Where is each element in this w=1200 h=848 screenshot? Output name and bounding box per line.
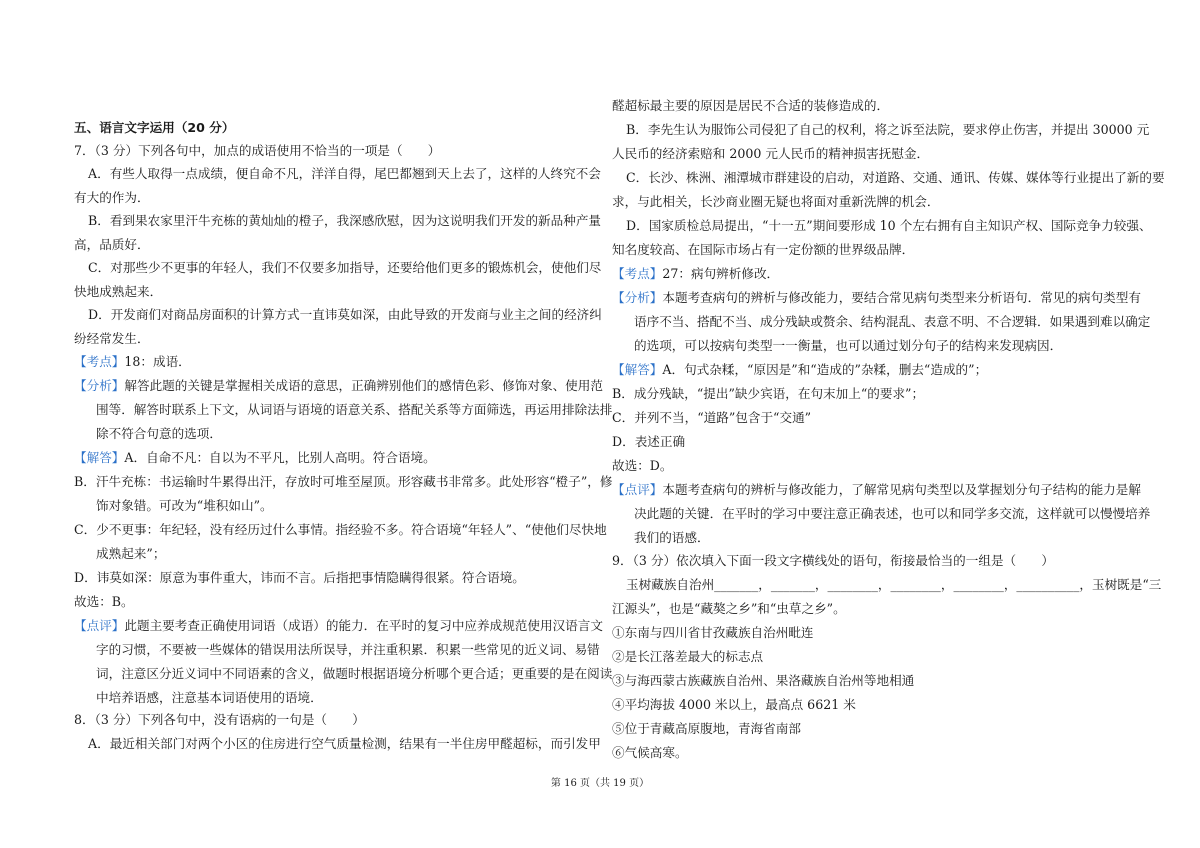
q7-option-b-cont: 高，品质好．	[74, 237, 150, 252]
q8-stem: 8．（3 分）下列各句中，没有语病的一句是（ ）	[74, 712, 365, 727]
q8-fenxi	[612, 290, 1141, 306]
q9-item-6: ⑥气候高寒。	[612, 745, 688, 760]
q9-passage-cont: 江源头”，也是“藏獒之乡”和“虫草之乡”。	[612, 601, 846, 616]
fenxi-tag: 【分析】	[74, 378, 125, 393]
fenxi-tag: 【分析】	[612, 290, 663, 305]
q8-jieda	[612, 362, 987, 378]
q7-dianping-cont-1: 字的习惯，不要被一些媒体的错误用法所误导，并注重积累．积累一些常见的近义词、易错	[96, 642, 600, 657]
jieda-tag: 【解答】	[74, 450, 125, 465]
q7-jieda-c-cont: 成熟起来”；	[96, 546, 166, 561]
jieda-a: A．自命不凡：自以为不平凡，比别人高明。符合语境。	[124, 450, 436, 465]
q7-jieda-b: B．汗牛充栋：书运输时牛累得出汗，存放时可堆至屋顶。形容藏书非常多。此处形容“橙子”，修	[74, 474, 613, 489]
q7-dianping	[74, 618, 603, 634]
q8-option-b-cont: 人民币的经济索赔和 2000 元人民币的精神损害抚慰金．	[612, 146, 930, 161]
q7-fenxi-cont-1: 围等．解答时联系上下文，从词语与语境的语意关系、搭配关系等方面筛选，再运用排除法排	[96, 402, 613, 417]
q7-option-a: A．有些人取得一点成绩，便自命不凡，洋洋自得，尾巴都翘到天上去了，这样的人终究不会	[88, 166, 601, 181]
q7-kaodian	[74, 354, 191, 370]
q7-jieda-b-cont: 饰对象错。可改为“堆积如山”。	[96, 498, 273, 513]
jieda-tag: 【解答】	[612, 362, 663, 377]
dianping-tag: 【点评】	[74, 618, 125, 633]
q8-option-d: D．国家质检总局提出，“十一五”期间要形成 10 个左右拥有自主知识产权、国际竞争力较强、	[626, 218, 1152, 233]
q8-option-c: C．长沙、株洲、湘潭城市群建设的启动，对道路、交通、通讯、传媒、媒体等行业提出了新的要	[626, 170, 1165, 185]
q7-fenxi-cont-2: 除不符合句意的选项．	[96, 426, 222, 441]
q8-fenxi-cont-2: 的选项，可以按病句类型一一衡量，也可以通过划分句子的结构来发现病因．	[634, 338, 1063, 353]
q7-answer: 故选：B。	[74, 594, 134, 609]
q7-option-d-cont: 纷经常发生．	[74, 331, 150, 346]
q7-dianping-cont-2: 词，注意区分近义词中不同语素的含义，做题时根据语境分析哪个更合适；更重要的是在阅读	[96, 666, 613, 681]
q7-dianping-cont-3: 中培养语感，注意基本词语使用的语境．	[96, 690, 323, 705]
q9-passage: 玉树藏族自治州_______，_______，________，________，________，__________，玉树既是“三	[626, 577, 1162, 592]
q7-fenxi	[74, 378, 603, 394]
q8-jieda-c: C．并列不当，“道路”包含于“交通”	[612, 410, 812, 425]
kaodian-text: 27：病句辨析修改．	[662, 266, 780, 281]
q8-option-a-cont: 醛超标最主要的原因是居民不合适的装修造成的．	[612, 98, 890, 113]
q9-item-3: ③与海西蒙古族藏族自治州、果洛藏族自治州等地相通	[612, 673, 915, 688]
q8-jieda-d: D．表述正确	[612, 434, 686, 449]
q9-item-1: ①东南与四川省甘孜藏族自治州毗连	[612, 625, 814, 640]
kaodian-tag: 【考点】	[612, 266, 663, 281]
fenxi-text: 本题考查病句的辨析与修改能力，要结合常见病句类型来分析语句．常见的病句类型有	[662, 290, 1141, 305]
q8-option-a: A．最近相关部门对两个小区的住房进行空气质量检测，结果有一半住房甲醛超标，而引发甲	[88, 736, 601, 751]
dianping-text: 本题考查病句的辨析与修改能力，了解常见病句类型以及掌握划分句子结构的能力是解	[662, 482, 1141, 497]
q7-option-c-cont: 快地成熟起来．	[74, 284, 163, 299]
page-number: 第 16 页（共 19 页）	[550, 778, 650, 789]
q9-stem: 9．（3 分）依次填入下面一段文字横线处的语句，衔接最恰当的一组是（ ）	[612, 553, 1054, 568]
q8-kaodian	[612, 266, 779, 282]
kaodian-text: 18：成语．	[124, 354, 191, 369]
q9-item-4: ④平均海拔 4000 米以上，最高点 6621 米	[612, 697, 856, 712]
q9-item-5: ⑤位于青藏高原腹地，青海省南部	[612, 721, 801, 736]
q8-dianping	[612, 482, 1141, 498]
q7-stem: 7．（3 分）下列各句中，加点的成语使用不恰当的一项是（ ）	[74, 143, 441, 158]
q7-option-a-cont: 有大的作为．	[74, 190, 150, 205]
q7-jieda	[74, 450, 436, 466]
q8-option-c-cont: 求，与此相关，长沙商业圈无疑也将面对重新洗牌的机会．	[612, 194, 940, 209]
q8-fenxi-cont-1: 语序不当、搭配不当、成分残缺或赘余、结构混乱、表意不明、不合逻辑．如果遇到难以确定	[634, 314, 1151, 329]
q8-option-d-cont: 知名度较高、在国际市场占有一定份额的世界级品牌．	[612, 242, 915, 257]
section-title: 五、语言文字运用（20 分）	[74, 120, 235, 135]
q7-jieda-c: C．少不更事：年纪轻，没有经历过什么事情。指经验不多。符合语境“年轻人”、“使他们尽快地	[74, 522, 607, 537]
q8-answer: 故选：D。	[612, 458, 673, 473]
q8-dianping-cont-2: 我们的语感．	[634, 530, 710, 545]
q9-item-2: ②是长江落差最大的标志点	[612, 649, 764, 664]
q8-dianping-cont-1: 决此题的关键．在平时的学习中要注意正确表述，也可以和同学多交流，这样就可以慢慢培养	[634, 506, 1151, 521]
dianping-tag: 【点评】	[612, 482, 663, 497]
kaodian-tag: 【考点】	[74, 354, 125, 369]
fenxi-text: 解答此题的关键是掌握相关成语的意思，正确辨别他们的感情色彩、修饰对象、使用范	[124, 378, 603, 393]
q8-jieda-b: B．成分残缺，“提出”缺少宾语，在句末加上“的要求”；	[612, 386, 925, 401]
dianping-text: 此题主要考查正确使用词语（成语）的能力．在平时的复习中应养成规范使用汉语言文	[124, 618, 603, 633]
q8-option-b: B．李先生认为服饰公司侵犯了自己的权利，将之诉至法院，要求停止伤害，并提出 30000 元	[626, 122, 1150, 137]
jieda-a: A．句式杂糅，“原因是”和“造成的”杂糅，删去“造成的”；	[662, 362, 988, 377]
q7-jieda-d: D．讳莫如深：原意为事件重大，讳而不言。后指把事情隐瞒得很紧。符合语境。	[74, 570, 525, 585]
q7-option-d: D．开发商们对商品房面积的计算方式一直讳莫如深，由此导致的开发商与业主之间的经济纠	[88, 307, 602, 322]
q7-option-b: B．看到果农家里汗牛充栋的黄灿灿的橙子，我深感欣慰，因为这说明我们开发的新品种产量	[88, 213, 602, 228]
q7-option-c: C．对那些少不更事的年轻人，我们不仅要多加指导，还要给他们更多的锻炼机会，使他们尽	[88, 260, 602, 275]
